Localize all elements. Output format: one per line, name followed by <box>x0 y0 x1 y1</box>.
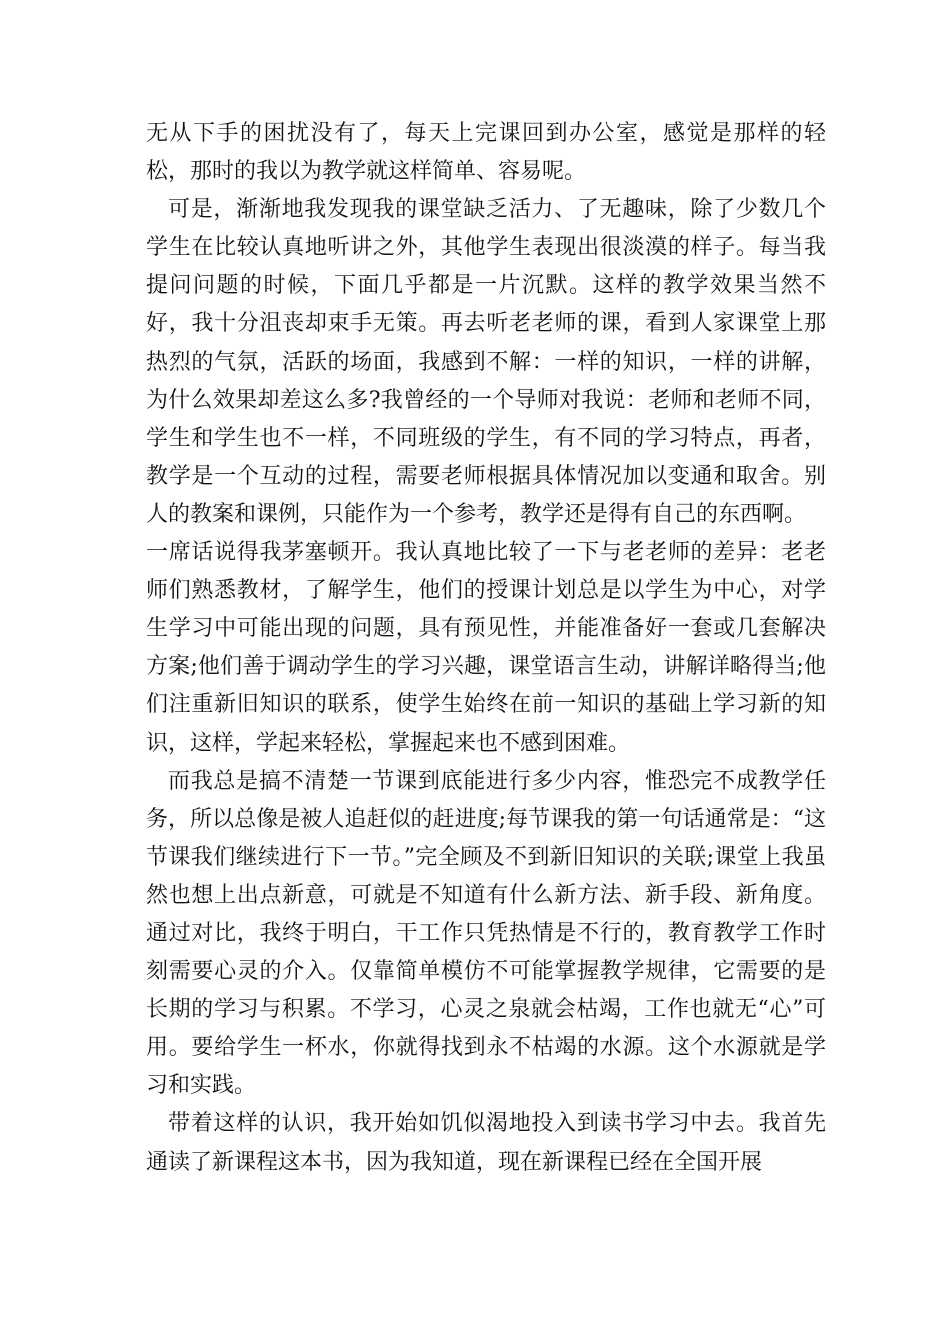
paragraph-1: 无从下手的困扰没有了，每天上完课回到办公室，感觉是那样的轻松，那时的我以为教学就这样简单、容易呢。 <box>146 121 826 185</box>
paragraph-5: 带着这样的认识，我开始如饥似渴地投入到读书学习中去。我首先通读了新课程这本书，因为我知道，现在新课程已经在全国开展 <box>146 1111 826 1175</box>
paragraph-4: 而我总是搞不清楚一节课到底能进行多少内容，惟恐完不成教学任务，所以总像是被人追赶似的赶进度;每节课我的第一句话通常是：“这节课我们继续进行下一节。”完全顾及不到新旧知识的关联;课堂上我虽然也想上出点新意，可就是不知道有什么新方法、新手段、新角度。通过对比，我终于明白，干工作只凭热情是不行的，教育教学工作时刻需要心灵的介入。仅靠简单模仿不可能掌握教学规律，它需要的是长期的学习与积累。不学习，心灵之泉就会枯竭，工作也就无“心”可用。要给学生一杯水，你就得找到永不枯竭的水源。这个水源就是学习和实践。 <box>146 768 826 1099</box>
paragraph-2: 可是，渐渐地我发现我的课堂缺乏活力、了无趣味，除了少数几个学生在比较认真地听讲之外，其他学生表现出很淡漠的样子。每当我提问问题的时候，下面几乎都是一片沉默。这样的教学效果当然不好，我十分沮丧却束手无策。再去听老老师的课，看到人家课堂上那热烈的气氛，活跃的场面，我感到不解：一样的知识，一样的讲解，为什么效果却差这么多?我曾经的一个导师对我说：老师和老师不同，学生和学生也不一样，不同班级的学生，有不同的学习特点，再者，教学是一个互动的过程，需要老师根据具体情况加以变通和取舍。别人的教案和课例，只能作为一个参考，教学还是得有自己的东西啊。 <box>146 197 826 527</box>
document-body <box>146 115 826 1182</box>
paragraph-3: 一席话说得我茅塞顿开。我认真地比较了一下与老老师的差异：老老师们熟悉教材，了解学生，他们的授课计划总是以学生为中心，对学生学习中可能出现的问题，具有预见性，并能准备好一套或几套解决方案;他们善于调动学生的学习兴趣，课堂语言生动，讲解详略得当;他们注重新旧知识的联系，使学生始终在前一知识的基础上学习新的知识，这样，学起来轻松，掌握起来也不感到困难。 <box>146 540 826 756</box>
